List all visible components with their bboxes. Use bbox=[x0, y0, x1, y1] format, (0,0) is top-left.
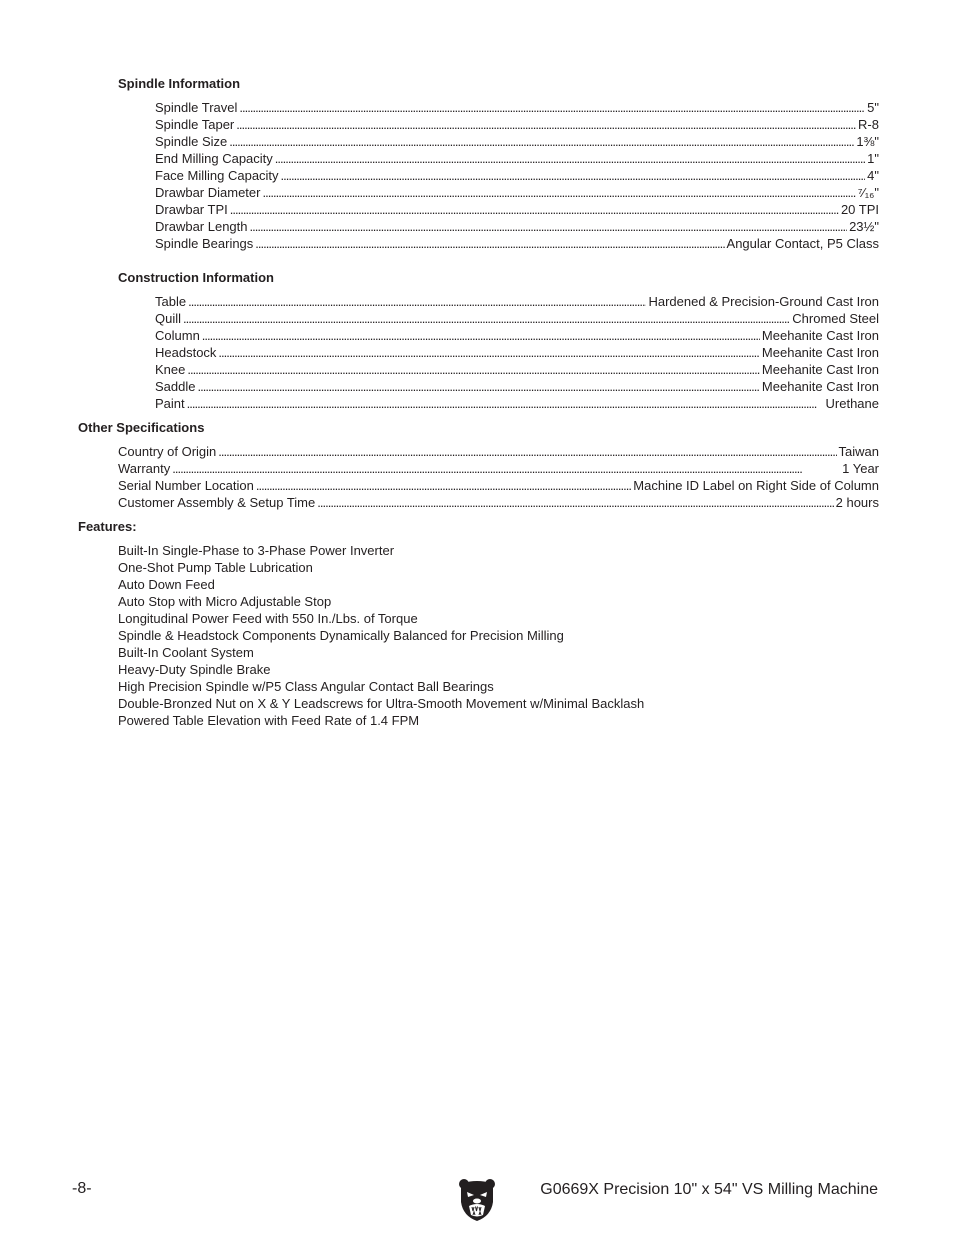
spec-label: Knee bbox=[155, 362, 186, 377]
feature-item: Double-Bronzed Nut on X & Y Leadscrews for Ultra-Smooth Movement w/Minimal Backlash bbox=[118, 696, 645, 711]
spec-label: Spindle Size bbox=[155, 134, 228, 149]
spec-row-drawbar-diameter bbox=[155, 184, 879, 201]
leader-dots bbox=[188, 293, 646, 310]
spec-row-spindle-taper bbox=[155, 116, 879, 133]
spec-row-serial-number-location bbox=[118, 477, 879, 494]
leader-dots bbox=[255, 235, 724, 252]
spec-value: 23½" bbox=[849, 219, 879, 234]
construction-information-heading: Construction Information bbox=[118, 270, 274, 285]
spec-label: Drawbar Length bbox=[155, 219, 248, 234]
feature-item: Powered Table Elevation with Feed Rate of 1.4 FPM bbox=[118, 713, 420, 728]
leader-dots bbox=[239, 99, 865, 116]
spec-row-knee bbox=[155, 361, 879, 378]
spec-value: Taiwan bbox=[838, 444, 879, 459]
spec-label: Table bbox=[155, 294, 187, 309]
leader-dots bbox=[218, 344, 760, 361]
spec-label: Paint bbox=[155, 396, 185, 411]
spec-value: R-8 bbox=[858, 117, 879, 132]
spec-row-spindle-bearings bbox=[155, 235, 879, 252]
leader-dots bbox=[172, 460, 840, 477]
spec-row-drawbar-length bbox=[155, 218, 879, 235]
spec-label: Saddle bbox=[155, 379, 196, 394]
spec-row-country-of-origin bbox=[118, 443, 879, 460]
spec-label: Headstock bbox=[155, 345, 217, 360]
other-specifications-heading: Other Specifications bbox=[78, 420, 205, 435]
spec-label: Drawbar TPI bbox=[155, 202, 228, 217]
spec-label: Column bbox=[155, 328, 200, 343]
feature-item: Auto Down Feed bbox=[118, 577, 215, 592]
spec-label: End Milling Capacity bbox=[155, 151, 273, 166]
leader-dots bbox=[187, 361, 760, 378]
feature-item: One-Shot Pump Table Lubrication bbox=[118, 560, 313, 575]
spec-row-headstock bbox=[155, 344, 879, 361]
leader-dots bbox=[230, 201, 839, 218]
spec-row-drawbar-tpi bbox=[155, 201, 879, 218]
spec-label: Serial Number Location bbox=[118, 478, 254, 493]
spec-value: 4" bbox=[867, 168, 879, 183]
spec-value: Meehanite Cast Iron bbox=[761, 379, 879, 394]
spindle-information-heading: Spindle Information bbox=[118, 76, 241, 91]
spec-label: Drawbar Diameter bbox=[155, 185, 261, 200]
feature-item: Built-In Single-Phase to 3-Phase Power Inverter bbox=[118, 543, 395, 558]
leader-dots bbox=[187, 395, 824, 412]
spec-value: 1 Year bbox=[842, 461, 879, 476]
manual-title: G0669X Precision 10" x 54" VS Milling Machine bbox=[540, 1181, 878, 1198]
feature-item: Longitudinal Power Feed with 550 In./Lbs. of Torque bbox=[118, 611, 418, 626]
bear-head-logo-icon bbox=[458, 1178, 496, 1222]
feature-item: Heavy-Duty Spindle Brake bbox=[118, 662, 271, 677]
leader-dots bbox=[275, 150, 865, 167]
feature-item: High Precision Spindle w/P5 Class Angular Contact Ball Bearings bbox=[118, 679, 494, 694]
spec-value: 1" bbox=[867, 151, 879, 166]
feature-item: Built-In Coolant System bbox=[118, 645, 254, 660]
spec-row-saddle bbox=[155, 378, 879, 395]
spec-row-quill bbox=[155, 310, 879, 327]
leader-dots bbox=[236, 116, 856, 133]
spec-label: Spindle Taper bbox=[155, 117, 235, 132]
leader-dots bbox=[281, 167, 866, 184]
spec-row-customer-assembly bbox=[118, 494, 879, 511]
leader-dots bbox=[256, 477, 631, 494]
leader-dots bbox=[229, 133, 854, 150]
spec-label: Quill bbox=[155, 311, 182, 326]
spec-value: 20 TPI bbox=[840, 202, 879, 217]
feature-item: Auto Stop with Micro Adjustable Stop bbox=[118, 594, 332, 609]
feature-item: Spindle & Headstock Components Dynamically Balanced for Precision Milling bbox=[118, 628, 564, 643]
spec-row-spindle-size bbox=[155, 133, 879, 150]
spec-value: Urethane bbox=[825, 396, 879, 411]
leader-dots bbox=[317, 494, 833, 511]
spec-value: Chromed Steel bbox=[792, 311, 879, 326]
features-heading: Features: bbox=[78, 519, 137, 534]
spec-label: Customer Assembly & Setup Time bbox=[118, 495, 316, 510]
spec-row-spindle-travel bbox=[155, 99, 879, 116]
page-number: -8- bbox=[72, 1180, 92, 1197]
spec-value: Hardened & Precision-Ground Cast Iron bbox=[648, 294, 879, 309]
leader-dots bbox=[250, 218, 848, 235]
spec-value: Meehanite Cast Iron bbox=[761, 345, 879, 360]
spec-value: Meehanite Cast Iron bbox=[761, 362, 879, 377]
spec-value: ⁷⁄₁₆" bbox=[857, 185, 879, 200]
spec-label: Spindle Bearings bbox=[155, 236, 254, 251]
spec-row-face-milling-capacity bbox=[155, 167, 879, 184]
spec-row-warranty bbox=[118, 460, 879, 477]
leader-dots bbox=[202, 327, 760, 344]
leader-dots bbox=[197, 378, 759, 395]
spec-row-column bbox=[155, 327, 879, 344]
leader-dots bbox=[183, 310, 790, 327]
leader-dots bbox=[262, 184, 855, 201]
spec-value: 1⅜" bbox=[856, 134, 879, 149]
spec-value: 2 hours bbox=[835, 495, 879, 510]
leader-dots bbox=[218, 443, 836, 460]
spec-row-paint bbox=[155, 395, 879, 412]
spec-value: Meehanite Cast Iron bbox=[761, 328, 879, 343]
spec-value: 5" bbox=[867, 100, 879, 115]
spec-row-table bbox=[155, 293, 879, 310]
spec-label: Country of Origin bbox=[118, 444, 217, 459]
spec-value: Machine ID Label on Right Side of Column bbox=[633, 478, 879, 493]
spec-row-end-milling-capacity bbox=[155, 150, 879, 167]
spec-label: Face Milling Capacity bbox=[155, 168, 279, 183]
spec-label: Warranty bbox=[118, 461, 171, 476]
spec-label: Spindle Travel bbox=[155, 100, 238, 115]
spec-value: Angular Contact, P5 Class bbox=[726, 236, 879, 251]
